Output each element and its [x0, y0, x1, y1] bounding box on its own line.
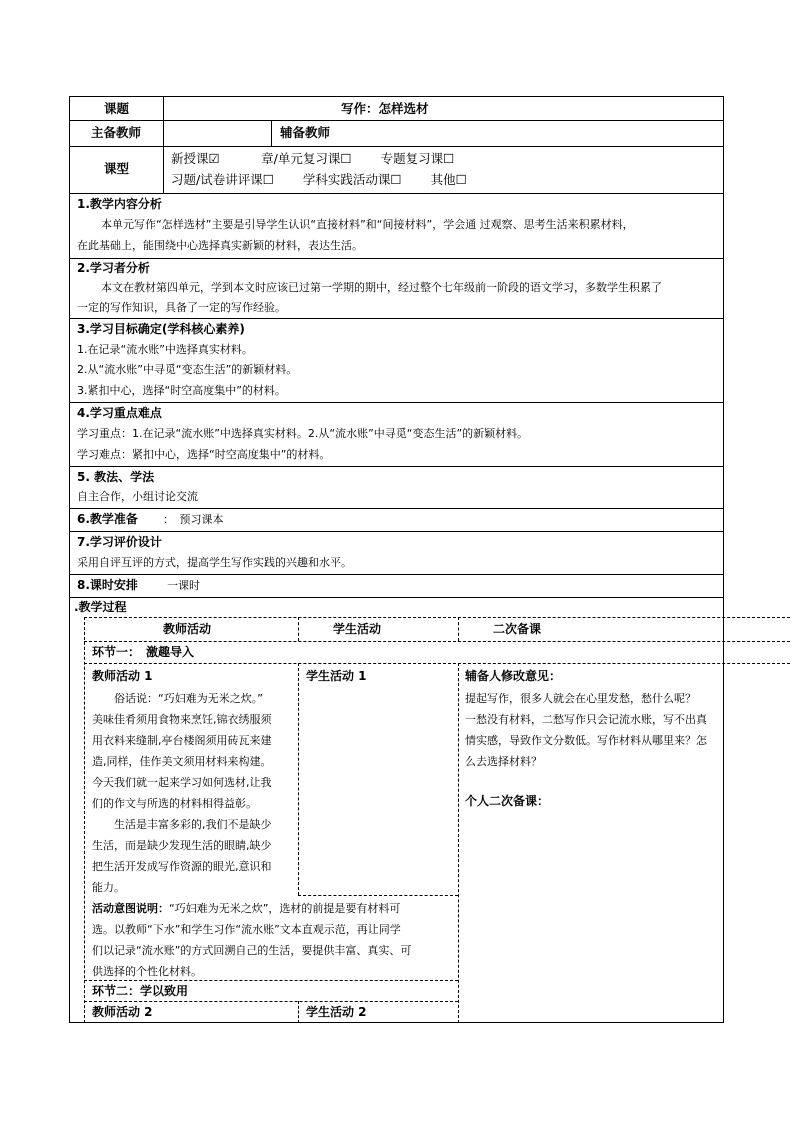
dashed-column [458, 617, 459, 641]
section-text: ： 预习课本 [163, 513, 224, 526]
dashed-column [298, 1001, 299, 1023]
dashed-divider [84, 617, 790, 618]
row-divider [69, 508, 724, 509]
section-title: 2.学习者分析 [77, 261, 150, 275]
section-title: 1.教学内容分析 [77, 197, 162, 211]
assist-teacher-label: 辅备教师 [280, 125, 331, 140]
activity-intent-label: 活动意图说明： [92, 902, 169, 915]
objective-item: 3.紧扣中心，选择“时空高度集中”的材料。 [77, 384, 286, 397]
activity-intent: 活动意图说明：“巧妇难为无米之炊”，选材的前提是要有材料可 选。以教师“下水”和学生习作“流水账”文本直观示范，再让同学 们以记录“流水账”的方式回溯自己的生活，要提供丰富、真实、可 供选择的个性化材料。 [92, 902, 412, 978]
stage-title: 环节一： 激趣导入 [92, 645, 195, 659]
row-divider [69, 597, 724, 598]
row-divider [69, 466, 724, 467]
section-title: 3.学习目标确定(学科核心素养) [77, 322, 245, 336]
revision-notes-text: 提起写作，很多人就会在心里发愁，愁什么呢？ 一愁没有材料，二愁写作只会记流水账，写不出真 情实感，导致作文分数低。写作材料从哪里来？怎 么去选择材料？ [465, 692, 707, 768]
dashed-divider [84, 1001, 458, 1002]
student-activity-title: 学生活动 2 [306, 1005, 367, 1019]
section-text: 学习难点：紧扣中心，选择“时空高度集中”的材料。 [77, 448, 331, 461]
section-text: 在此基础上，能围绕中心选择真实新颖的材料，表达生活。 [77, 239, 363, 252]
section-title: 7.学习评价设计 [77, 535, 162, 549]
dashed-column [298, 617, 299, 641]
teacher-activity-text: 俗话说：“巧妇难为无米之炊。” 美味佳肴须用食物来烹饪,锦衣绣服须 用衣料来缝制,亭台楼阁须用砖瓦来建 造,同样，佳作美文须用材料来构建。 今天我们就一起来学习如何选材,让我 们的作文与所选的材料相得益彰。 生活是丰富多彩的,我们不是缺少 生活，而是缺少发现生活的眼睛,缺少 把生活开发成写作资源的眼光,意识和 能力。 [92, 692, 272, 894]
lesson-type-label: 课型 [104, 161, 130, 176]
topic-value: 写作：怎样选材 [341, 101, 429, 116]
topic-label: 课题 [104, 101, 130, 116]
row-divider [69, 146, 724, 147]
column-header-student: 学生活动 [333, 622, 382, 636]
dashed-column [84, 617, 85, 1023]
section-title: 6.教学准备 [77, 512, 138, 526]
objective-item: 2.从“流水账”中寻觅“变态生活”的新颖材料。 [77, 363, 298, 376]
section-text: 采用自评互评的方式，提高学生写作实践的兴趣和水平。 [77, 556, 352, 569]
teacher-activity-title: 教师活动 2 [92, 1005, 153, 1019]
row-divider [69, 193, 724, 194]
section-text: 自主合作，小组讨论交流 [77, 490, 198, 503]
section-title: 5. 教法、学法 [77, 470, 155, 484]
dashed-column [298, 663, 299, 895]
lesson-type-options-row1: 新授课☑ 章/单元复习课☐ 专题复习课☐ [171, 151, 455, 166]
objective-item: 1.在记录“流水账”中选择真实材料。 [77, 343, 253, 356]
section-title: 8.课时安排 [77, 578, 138, 592]
dashed-divider [84, 663, 790, 664]
stage-title: 环节二：学以致用 [92, 984, 189, 998]
row-divider [69, 531, 724, 532]
row-divider [69, 574, 724, 575]
personal-prep-title: 个人二次备课： [465, 794, 550, 808]
dashed-divider [84, 641, 790, 642]
section-title: 4.学习重点难点 [77, 406, 162, 420]
column-divider [163, 96, 164, 193]
section-text: 本文在教材第四单元，学到本文时应该已过第一学期的期中，经过整个七年级前一阶段的语文学习，多数学生积累了 [101, 281, 662, 294]
student-activity-title: 学生活动 1 [306, 669, 367, 683]
section-text: 一课时 [167, 579, 200, 592]
section-title: .教学过程 [74, 600, 127, 614]
teacher-activity-title: 教师活动 1 [92, 669, 153, 683]
section-text: 本单元写作“怎样选材”主要是引导学生认识“直接材料”和“间接材料”，学会通 过观察、思考生活来积累材料， [101, 218, 634, 231]
section-text: 一定的写作知识，具备了一定的写作经验。 [77, 301, 286, 314]
row-divider [69, 318, 724, 319]
column-header-teacher: 教师活动 [163, 622, 212, 636]
column-header-second-prep: 二次备课 [493, 622, 542, 636]
revision-notes-title: 辅备人修改意见： [465, 669, 562, 683]
row-divider [69, 402, 724, 403]
lesson-type-options-row2: 习题/试卷讲评课☐ 学科实践活动课☐ 其他☐ [171, 172, 467, 187]
row-divider [69, 120, 724, 121]
lead-teacher-label: 主备教师 [91, 125, 142, 140]
section-text: 学习重点：1.在记录“流水账”中选择真实材料。2.从“流水账”中寻觅“变态生活”的新颖材料。 [77, 427, 529, 440]
column-divider [271, 120, 272, 146]
dashed-divider [298, 895, 458, 896]
dashed-column [458, 663, 459, 1023]
row-divider [69, 258, 724, 259]
